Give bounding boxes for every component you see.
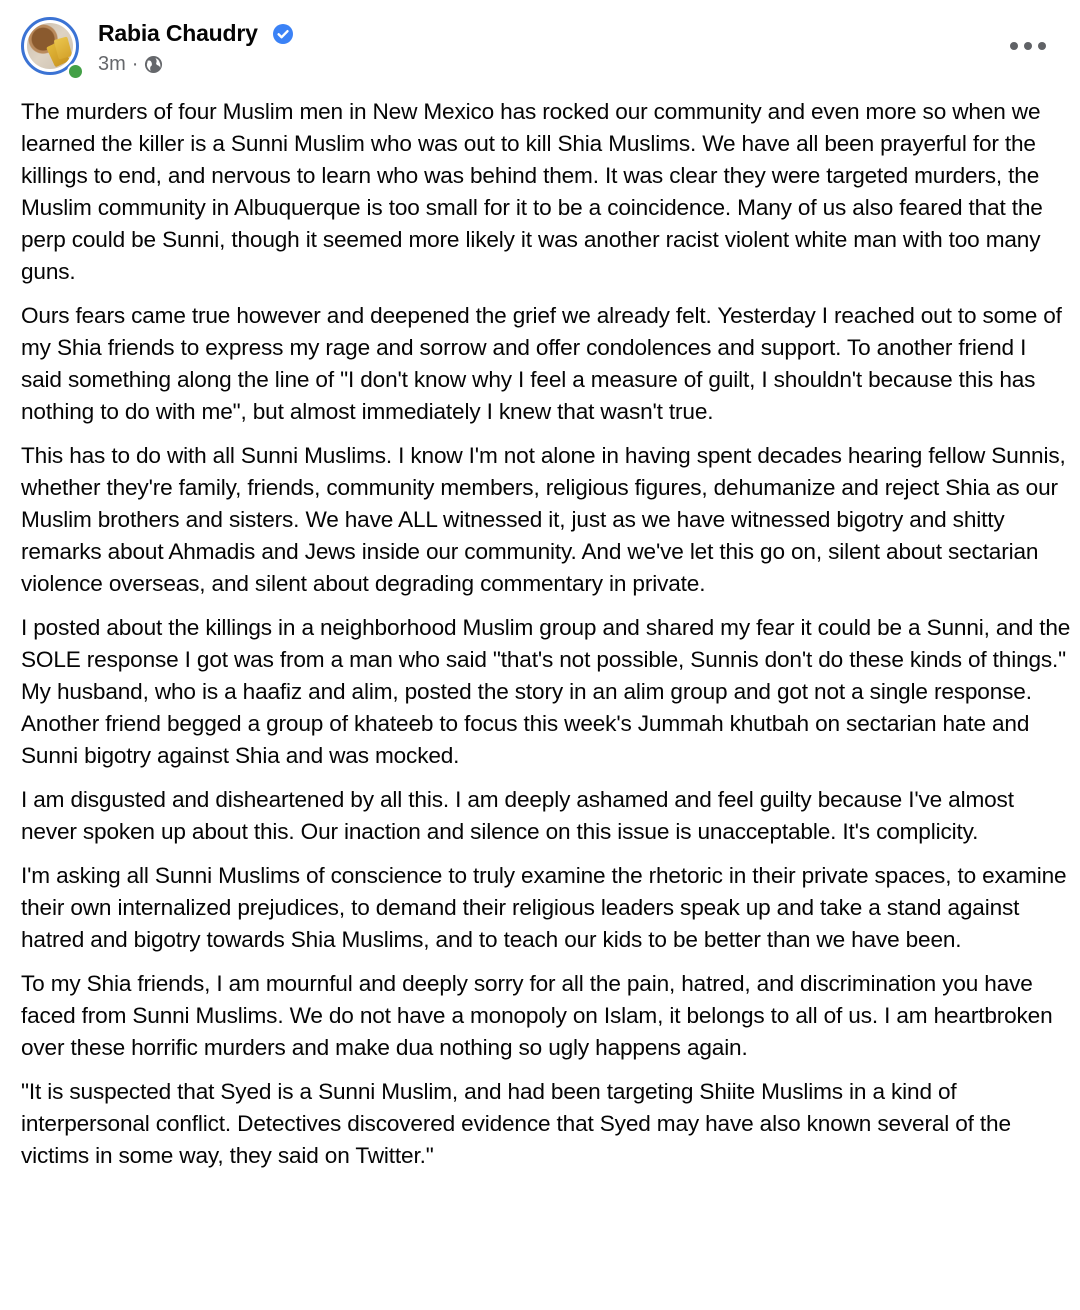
post-timestamp[interactable]: 3m (98, 53, 126, 75)
post-paragraph: To my Shia friends, I am mournful and deeply sorry for all the pain, hatred, and discrimination you have faced from Sunni Muslims. We do not have a monopoly on Islam, it belongs to all of us. I am heartbroken over these horrific murders and make dua nothing so ugly happens again. (21, 971, 1053, 1060)
more-options-button[interactable] (1010, 36, 1046, 56)
online-status-dot (67, 63, 84, 80)
author-name[interactable]: Rabia Chaudry (98, 20, 258, 46)
more-options-icon (1010, 42, 1018, 50)
post-paragraph: The murders of four Muslim men in New Mexico has rocked our community and even more so when we learned the killer is a Sunni Muslim who was out to kill Shia Muslims. We have all been prayerful for the killings to end, and nervous to learn who was behind them. It was clear they were targeted murders, the Muslim community in Albuquerque is too small for it to be a coincidence. Many of us also feared that the perp could be Sunni, though it seemed more likely it was another racist violent white man with too many guns. (21, 99, 1043, 284)
post-paragraph: This has to do with all Sunni Muslims. I know I'm not alone in having spent decades hearing fellow Sunnis, whether they're family, friends, community members, religious figures, dehumanize and reject Shia as our Muslim brothers and sisters. We have ALL witnessed it, just as we have witnessed bigotry and shitty remarks about Ahmadis and Jews inside our community. And we've let this go on, silent about sectarian violence overseas, and silent about degrading commentary in private. (21, 443, 1066, 596)
avatar[interactable] (21, 17, 79, 75)
quoted-paragraph: "It is suspected that Syed is a Sunni Muslim, and had been targeting Shiite Muslims in a kind of interpersonal conflict. Detectives discovered evidence that Syed may have also known several of the victims in some way, they said on Twitter." (21, 1079, 1011, 1168)
post-paragraph: I posted about the killings in a neighborhood Muslim group and shared my fear it could be a Sunni, and the SOLE response I got was from a man who said "that's not possible, Sunnis don't do these kinds of things." My husband, who is a haafiz and alim, posted the story in an alim group and got not a single response. Another friend begged a group of khateeb to focus this week's Jummah khutbah on sectarian hate and Sunni bigotry against Shia and was mocked. (21, 615, 1071, 768)
post-body (21, 96, 1071, 1184)
post-paragraph: I am disgusted and disheartened by all this. I am deeply ashamed and feel guilty because I've almost never spoken up about this. Our inaction and silence on this issue is unacceptable. It's complicity. (21, 787, 1014, 844)
post-paragraph: Ours fears came true however and deepened the grief we already felt. Yesterday I reached out to some of my Shia friends to express my rage and sorrow and offer condolences and support. To another friend I said something along the line of "I don't know why I feel a measure of guilt, I shouldn't because this has nothing to do with me", but almost immediately I knew that wasn't true. (21, 303, 1062, 424)
meta-separator: · (131, 53, 139, 75)
post-meta (98, 53, 163, 76)
more-options-icon (1038, 42, 1046, 50)
more-options-icon (1024, 42, 1032, 50)
globe-icon[interactable] (144, 55, 163, 74)
avatar-image (27, 23, 73, 69)
verified-badge-icon (273, 24, 293, 44)
post-paragraph: I'm asking all Sunni Muslims of conscience to truly examine the rhetoric in their private spaces, to examine their own internalized prejudices, to demand their religious leaders speak up and take a stand against hatred and bigotry towards Shia Muslims, and to teach our kids to be better than we have been. (21, 863, 1067, 952)
post-header (0, 0, 1080, 92)
